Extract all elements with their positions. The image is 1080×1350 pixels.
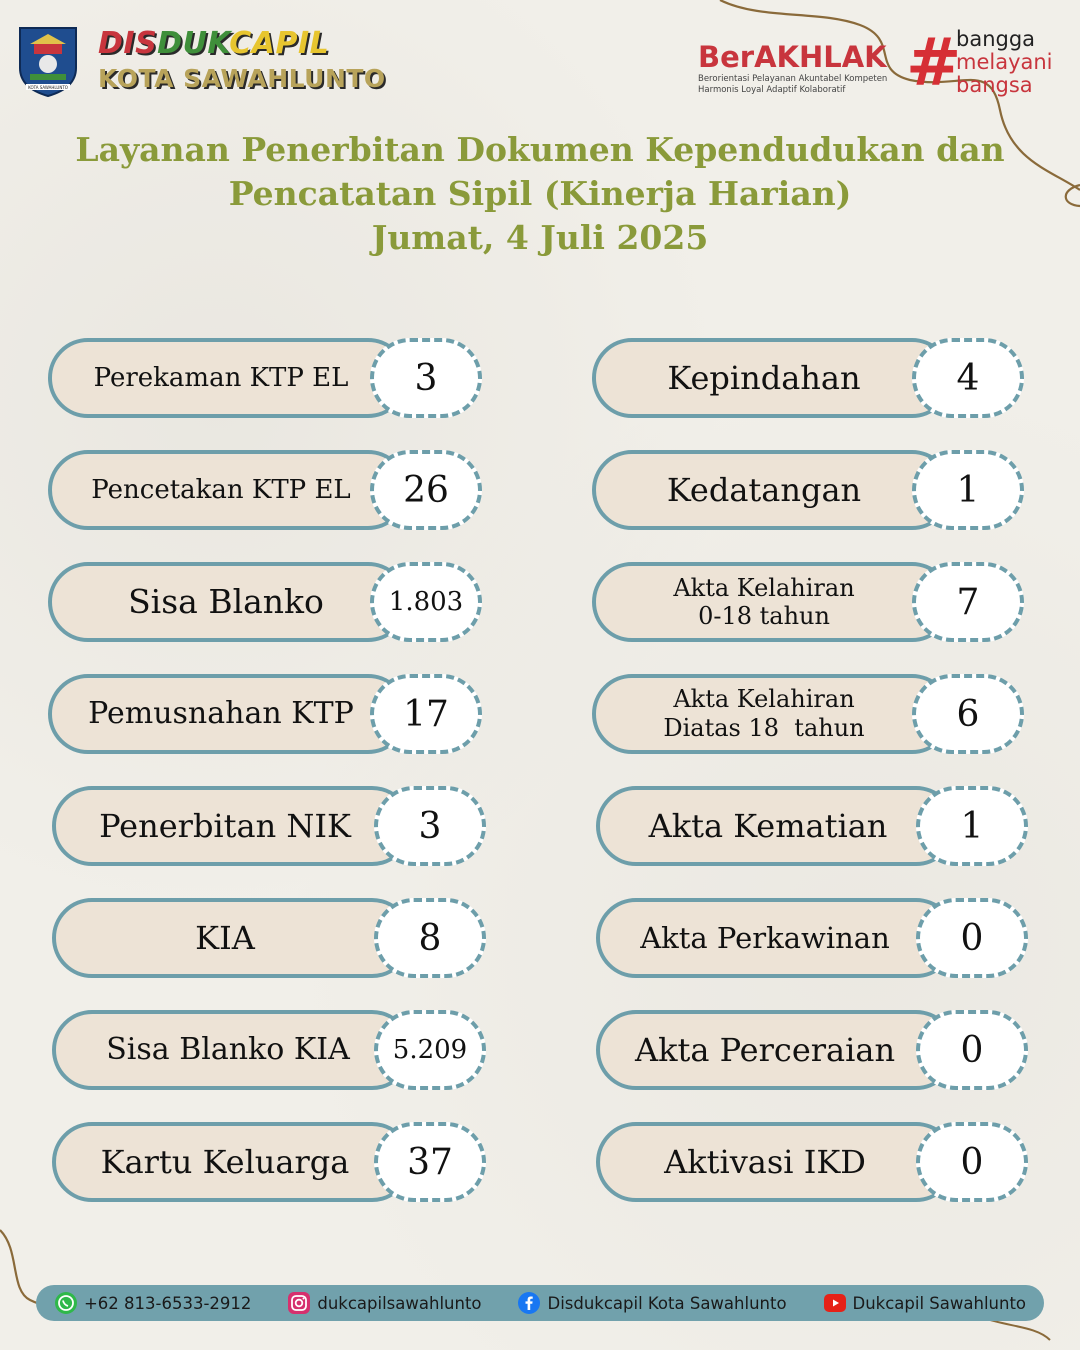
facebook-page: Disdukcapil Kota Sawahlunto [547,1293,787,1313]
stat-pill [52,786,412,866]
stat-value: 3 [370,338,482,418]
stat-label: Kartu Keluarga [100,1143,350,1181]
instagram-handle: dukcapilsawahlunto [317,1293,482,1313]
stat-value: 7 [912,562,1024,642]
stat-pill [592,338,952,418]
stat-value: 17 [370,674,482,754]
stat-value: 1 [916,786,1028,866]
stat-value: 3 [374,786,486,866]
instagram-contact[interactable] [287,1291,481,1315]
stat-pill [52,1122,412,1202]
berakhlak-logo [698,40,908,96]
stat-label: Akta Perceraian [634,1031,896,1069]
hashtag-icon: # [906,24,962,101]
stat-label: Pencetakan KTP EL [91,475,351,505]
facebook-icon [517,1291,541,1315]
brand-city: KOTA SAWAHLUNTO [98,64,386,93]
stat-label: Kepindahan [667,359,861,397]
title-date: Jumat, 4 Juli 2025 [371,218,709,257]
melayani-word: melayani [956,50,1053,74]
stat-value: 6 [912,674,1024,754]
instagram-icon [287,1291,311,1315]
bangga-word: bangga [956,27,1036,51]
stat-value: 8 [374,898,486,978]
stat-pill [596,1122,956,1202]
youtube-icon [823,1291,847,1315]
stat-pill [52,898,412,978]
city-emblem-logo [16,22,80,98]
stat-label: Akta Kematian [648,807,888,845]
stat-label: Kedatangan [666,471,862,509]
berakhlak-title: BerAKHLAK [698,40,887,74]
brand-duk: DUK [157,26,230,61]
stat-label: Akta Kelahiran 0-18 tahun [673,574,855,630]
stat-value: 0 [916,898,1028,978]
stat-pill [48,674,408,754]
brand-name [98,26,329,61]
stat-value: 37 [374,1122,486,1202]
stat-pill [48,338,408,418]
stat-label: Penerbitan NIK [99,807,351,845]
stat-value: 0 [916,1122,1028,1202]
stat-pill [596,898,956,978]
stat-pill [592,562,952,642]
stat-value: 1 [912,450,1024,530]
stat-pill [592,450,952,530]
stat-label: Aktivasi IKD [664,1143,866,1181]
stat-value: 0 [916,1010,1028,1090]
stat-value: 1.803 [370,562,482,642]
stat-label: Akta Perkawinan [640,921,890,955]
stat-label: KIA [195,919,255,957]
berakhlak-subtitle: Berorientasi Pelayanan Akuntabel Kompeten Harmonis Loyal Adaptif Kolaboratif [698,74,888,95]
bangsa-word: bangsa [956,73,1033,97]
stat-value: 5.209 [374,1010,486,1090]
stat-pill [596,1010,956,1090]
facebook-contact[interactable] [517,1291,786,1315]
stat-label: Sisa Blanko KIA [106,1032,350,1067]
page-title [0,128,1080,260]
title-line-1: Layanan Penerbitan Dokumen Kependudukan dan [75,130,1005,169]
title-line-2: Pencatatan Sipil (Kinerja Harian) [228,174,852,213]
stat-pill [52,1010,412,1090]
stat-label: Sisa Blanko [128,582,324,621]
brand-dis: DIS [98,26,158,61]
stat-pill [596,786,956,866]
stat-pill [48,562,408,642]
stat-pill [592,674,952,754]
brand-capil: CAPIL [229,26,330,61]
stat-label: Pemusnahan KTP [88,696,354,731]
stat-value: 26 [370,450,482,530]
stat-pill [48,450,408,530]
stat-label: Akta Kelahiran Diatas 18 tahun [663,685,865,742]
whatsapp-icon [54,1291,78,1315]
youtube-channel: Dukcapil Sawahlunto [852,1293,1027,1313]
bangga-melayani-bangsa-logo [956,28,1053,97]
contact-footer [36,1285,1044,1321]
whatsapp-number: +62 813-6533-2912 [83,1293,252,1313]
youtube-contact[interactable] [823,1291,1027,1315]
whatsapp-contact[interactable] [54,1291,251,1315]
stat-value: 4 [912,338,1024,418]
emblem-caption: KOTA SAWAHLUNTO [28,85,68,90]
stat-label: Perekaman KTP EL [93,363,349,393]
